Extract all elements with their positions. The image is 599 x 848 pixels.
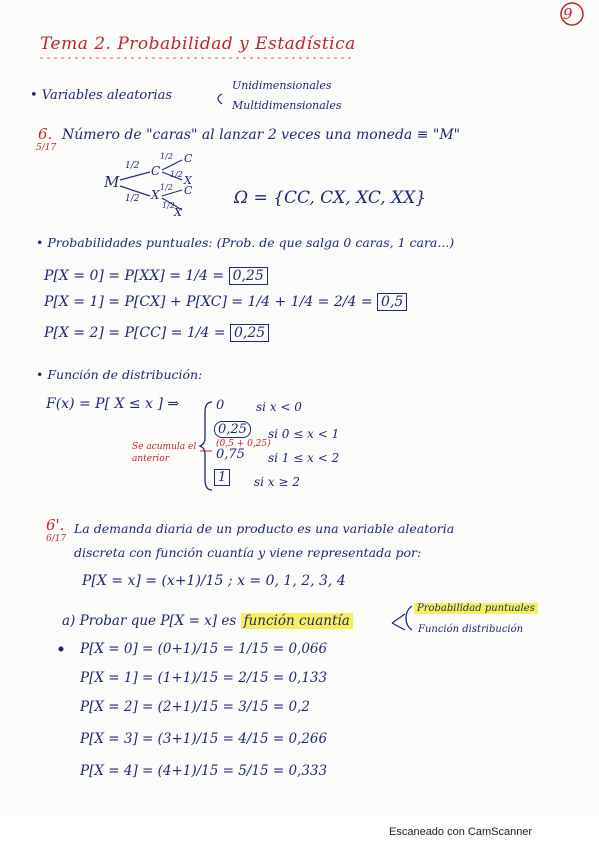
quantia-row-0: P[X = 0] = (0+1)/15 = 1/15 = 0,066 xyxy=(80,641,328,657)
scanner-footer: Escaneado con CamScanner xyxy=(389,826,533,838)
point-probs-heading: • Probabilidades puntuales: (Prob. de que salga 0 caras, 1 cara...) xyxy=(36,235,455,250)
tree-prob-c: 1/2 xyxy=(125,161,140,171)
example1-ref: 5/17 xyxy=(36,143,57,153)
case-1-value: 0,25 xyxy=(214,421,251,438)
tree-second-xc: C xyxy=(184,184,193,197)
cumulative-note: (0,5 + 0,25) xyxy=(216,439,271,449)
distribution-lhs: F(x) = P[ X ≤ x ] ⇒ xyxy=(46,396,180,412)
variables-kind-2: Multidimensionales xyxy=(232,99,342,112)
point-prob-row-1 xyxy=(44,294,407,310)
quantia-row-1: P[X = 1] = (1+1)/15 = 2/15 = 0,133 xyxy=(80,670,328,686)
tree-first-c: C xyxy=(151,164,161,178)
point-prob-expr: P[X = 2] = P[CC] = 1/4 = xyxy=(44,325,226,341)
page-number: 9 xyxy=(563,5,573,23)
quantia-row-3: P[X = 3] = (3+1)/15 = 4/15 = 0,266 xyxy=(80,731,328,747)
variables-label: • Variables aleatorias xyxy=(30,88,173,103)
example2-line2: discreta con función cuantía y viene representada por: xyxy=(74,545,422,560)
tree-second-xx: X xyxy=(174,206,182,219)
variables-brace xyxy=(218,94,222,104)
example2-formula: P[X = x] = (x+1)/15 ; x = 0, 1, 2, 3, 4 xyxy=(82,573,346,589)
example1-code: 6. xyxy=(38,125,53,143)
point-prob-value-box: 0,25 xyxy=(230,324,269,342)
case-0-cond: si x < 0 xyxy=(256,400,302,414)
part-a xyxy=(62,613,353,629)
sample-space: Ω = {CC, CX, XC, XX} xyxy=(234,188,427,208)
case-3-value: 1 xyxy=(214,469,230,486)
point-prob-row-2 xyxy=(44,325,269,341)
part-a-highlight: función cuantía xyxy=(241,613,353,629)
case-3-value-wrap xyxy=(214,470,230,485)
point-prob-expr: P[X = 1] = P[CX] + P[XC] = 1/4 + 1/4 = 2/4 = xyxy=(44,294,373,310)
point-prob-expr: P[X = 0] = P[XX] = 1/4 = xyxy=(44,268,225,284)
case-2-cond: si 1 ≤ x < 2 xyxy=(268,451,340,465)
part-a-prefix: a) Probar que P[X = x] es xyxy=(62,613,237,629)
tree-branch-top xyxy=(120,172,150,180)
tree-second-cc: C xyxy=(184,152,193,165)
tree-first-x: X xyxy=(151,188,160,202)
tree-second-cx: X xyxy=(184,174,192,187)
quantia-row-4: P[X = 4] = (4+1)/15 = 5/15 = 0,333 xyxy=(80,763,328,779)
tree-prob-x: 1/2 xyxy=(125,194,140,204)
page-title: Tema 2. Probabilidad y Estadística xyxy=(40,34,356,54)
point-prob-value-box: 0,5 xyxy=(377,293,407,311)
case-2-value: 0,75 xyxy=(216,447,245,462)
tree-root: M xyxy=(104,173,120,191)
arrow-item-1: Probabilidad puntuales xyxy=(414,603,538,614)
arrow-item-2: Función distribución xyxy=(418,624,524,635)
tree-prob-cc: 1/2 xyxy=(160,152,173,161)
example2-line1: La demanda diaria de un producto es una variable aleatoria xyxy=(74,521,455,536)
example1-statement: Número de "caras" al lanzar 2 veces una moneda ≡ "M" xyxy=(62,127,461,143)
tree-prob-xc: 1/2 xyxy=(160,183,173,192)
tree-prob-cx: 1/2 xyxy=(170,170,183,179)
cuantia-arrow xyxy=(392,614,405,630)
distribution-brace xyxy=(200,402,212,490)
arrow-item-1-wrap xyxy=(414,603,538,614)
point-prob-row-0 xyxy=(44,268,268,284)
example2-ref: 6/17 xyxy=(46,534,67,544)
list-bullet xyxy=(59,647,64,652)
variables-kind-1: Unidimensionales xyxy=(232,79,332,92)
case-1-value-wrap xyxy=(214,422,251,437)
side-note: Se acumula el anterior xyxy=(132,442,197,464)
case-3-cond: si x ≥ 2 xyxy=(254,475,300,489)
point-prob-value-box: 0,25 xyxy=(229,267,268,285)
tree-branch-cc xyxy=(162,160,182,170)
quantia-row-2: P[X = 2] = (2+1)/15 = 3/15 = 0,2 xyxy=(80,699,310,715)
tree-prob-xx: 1/2 xyxy=(162,201,175,210)
cuantia-brace xyxy=(406,606,412,630)
case-0-value: 0 xyxy=(216,398,225,413)
example2-code: 6'. xyxy=(46,516,65,534)
distribution-heading: • Función de distribución: xyxy=(36,367,203,382)
case-1-cond: si 0 ≤ x < 1 xyxy=(268,427,340,441)
